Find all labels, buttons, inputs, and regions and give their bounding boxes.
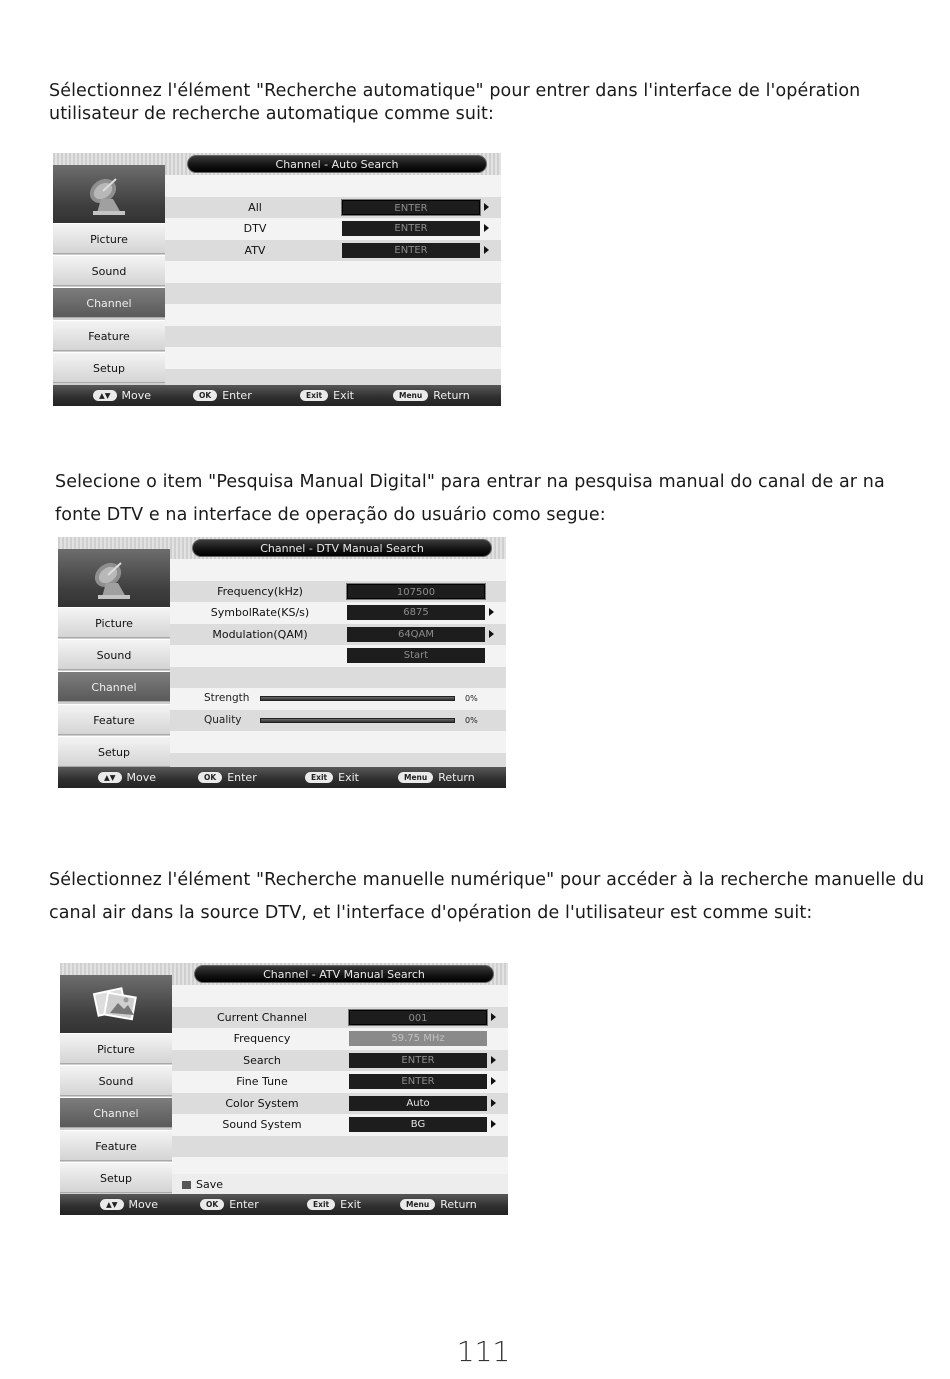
quality-percent: 0%: [465, 715, 478, 725]
hint-enter: OK Enter: [198, 767, 257, 788]
up-down-key-icon: ▲▼: [98, 772, 122, 783]
menu-key-icon: Menu: [398, 772, 433, 783]
ok-key-icon: OK: [198, 772, 222, 783]
row-value[interactable]: 001: [349, 1010, 487, 1025]
sidebar-item-channel[interactable]: Channel: [53, 287, 165, 318]
hint-move: ▲▼ Move: [93, 385, 151, 406]
sidebar-item-setup[interactable]: Setup: [53, 352, 165, 383]
hint-return: Menu Return: [398, 767, 475, 788]
sidebar-item-picture[interactable]: Picture: [60, 1033, 172, 1064]
menu-footer-hints: [53, 385, 501, 406]
exit-key-icon: Exit: [305, 772, 333, 783]
hint-move: ▲▼ Move: [100, 1194, 158, 1215]
menu-row[interactable]: [170, 602, 506, 624]
sidebar-item-feature[interactable]: Feature: [58, 704, 170, 735]
up-down-key-icon: ▲▼: [93, 390, 117, 401]
row-label: Search: [243, 1053, 281, 1067]
page-number: 111: [456, 1335, 511, 1368]
save-key-icon: [182, 1181, 191, 1189]
photo-icon: [60, 975, 172, 1033]
row-value[interactable]: ENTER: [349, 1053, 487, 1068]
menu-key-icon: Menu: [393, 390, 428, 401]
menu-row[interactable]: [170, 624, 506, 646]
row-value[interactable]: 6875: [347, 605, 485, 620]
right-arrow-icon: [484, 224, 489, 232]
atv-manual-search-menu-screenshot: [60, 963, 508, 1215]
hint-exit: Exit Exit: [307, 1194, 361, 1215]
save-row[interactable]: [172, 1174, 508, 1194]
row-value[interactable]: Auto: [349, 1096, 487, 1111]
exit-key-icon: Exit: [307, 1199, 335, 1210]
quality-label: Quality: [204, 713, 242, 726]
sidebar-item-sound[interactable]: Sound: [58, 639, 170, 670]
row-label: Current Channel: [217, 1010, 307, 1024]
right-arrow-icon: [491, 1056, 496, 1064]
menu-row[interactable]: [172, 1114, 508, 1136]
intro-paragraph-auto-search: Sélectionnez l'élément "Recherche automatique" pour entrer dans l'interface de l'opération utilisateur de recherche automatique comme suit:: [49, 81, 861, 124]
row-label: ATV: [244, 243, 266, 257]
sidebar-item-setup[interactable]: Setup: [58, 736, 170, 767]
right-arrow-icon: [491, 1013, 496, 1021]
hint-move: ▲▼ Move: [98, 767, 156, 788]
menu-footer-hints: [58, 767, 506, 788]
hint-exit: Exit Exit: [300, 385, 354, 406]
sidebar-item-channel[interactable]: Channel: [58, 671, 170, 702]
quality-bar: [260, 718, 455, 723]
row-label: Modulation(QAM): [212, 627, 308, 641]
menu-sidebar: [58, 549, 170, 767]
strength-row: [170, 688, 506, 710]
menu-content: [172, 985, 508, 1194]
row-label: DTV: [243, 222, 267, 235]
menu-row[interactable]: [172, 1050, 508, 1072]
menu-content: [165, 175, 501, 385]
exit-key-icon: Exit: [300, 390, 328, 401]
right-arrow-icon: [489, 630, 494, 638]
row-label: Frequency(kHz): [217, 584, 303, 598]
menu-title: Channel - ATV Manual Search: [194, 965, 494, 983]
menu-row[interactable]: [170, 581, 506, 603]
right-arrow-icon: [484, 246, 489, 254]
row-label: SymbolRate(KS/s): [210, 606, 310, 619]
hint-return: Menu Return: [400, 1194, 477, 1215]
right-arrow-icon: [491, 1077, 496, 1085]
row-value[interactable]: ENTER: [342, 200, 480, 215]
menu-content: [170, 559, 506, 767]
sidebar-item-picture[interactable]: Picture: [58, 607, 170, 638]
hint-exit: Exit Exit: [305, 767, 359, 788]
right-arrow-icon: [489, 608, 494, 616]
menu-footer-hints: [60, 1194, 508, 1215]
menu-row[interactable]: [165, 197, 501, 219]
up-down-key-icon: ▲▼: [100, 1199, 124, 1210]
quality-row: [170, 710, 506, 732]
ok-key-icon: OK: [193, 390, 217, 401]
ok-key-icon: OK: [200, 1199, 224, 1210]
menu-key-icon: Menu: [400, 1199, 435, 1210]
row-value[interactable]: 59.75 MHz: [349, 1031, 487, 1046]
right-arrow-icon: [491, 1099, 496, 1107]
menu-row[interactable]: [172, 1093, 508, 1115]
hint-enter: OK Enter: [193, 385, 252, 406]
right-arrow-icon: [491, 1120, 496, 1128]
menu-sidebar: [60, 975, 172, 1194]
row-value[interactable]: ENTER: [342, 243, 480, 258]
sidebar-item-sound[interactable]: Sound: [53, 255, 165, 286]
row-label: All: [248, 200, 262, 214]
row-label: Sound System: [222, 1118, 302, 1131]
menu-row[interactable]: [165, 240, 501, 262]
row-value[interactable]: BG: [349, 1117, 487, 1132]
strength-bar: [260, 696, 455, 701]
row-value[interactable]: ENTER: [342, 221, 480, 236]
sidebar-item-setup[interactable]: Setup: [60, 1162, 172, 1193]
start-button[interactable]: Start: [347, 648, 485, 663]
sidebar-item-picture[interactable]: Picture: [53, 223, 165, 254]
save-label: Save: [196, 1178, 224, 1191]
intro-paragraph-atv-manual: Sélectionnez l'élément "Recherche manuelle numérique" pour accéder à la recherche manuelle du canal air dans la source DTV, et l'interface d'opération de l'utilisateur est comme suit:: [49, 870, 925, 923]
menu-row[interactable]: [170, 645, 506, 667]
intro-paragraph-dtv-manual: Selecione o item "Pesquisa Manual Digital" para entrar na pesquisa manual do canal de ar na fonte DTV e na interface de operação do usuário como segue:: [55, 472, 885, 525]
menu-title: Channel - Auto Search: [187, 155, 487, 173]
menu-sidebar: [53, 165, 165, 385]
row-value[interactable]: ENTER: [349, 1074, 487, 1089]
row-value[interactable]: 64QAM: [347, 627, 485, 642]
sidebar-item-feature[interactable]: Feature: [60, 1130, 172, 1161]
hint-enter: OK Enter: [200, 1194, 259, 1215]
row-label: Fine Tune: [236, 1075, 288, 1088]
satellite-dish-icon: [53, 165, 165, 223]
sidebar-item-sound[interactable]: Sound: [60, 1065, 172, 1096]
row-label: Color System: [225, 1096, 299, 1110]
menu-row[interactable]: [172, 1028, 508, 1050]
sidebar-item-feature[interactable]: Feature: [53, 320, 165, 351]
strength-percent: 0%: [465, 694, 478, 703]
sidebar-item-channel[interactable]: Channel: [60, 1097, 172, 1128]
right-arrow-icon: [484, 203, 489, 211]
dtv-manual-search-menu-screenshot: [58, 537, 506, 788]
auto-search-menu-screenshot: [53, 153, 501, 406]
menu-title: Channel - DTV Manual Search: [192, 539, 492, 557]
strength-label: Strength: [204, 692, 250, 704]
row-value[interactable]: 107500: [347, 584, 485, 599]
menu-row[interactable]: [165, 218, 501, 240]
satellite-dish-icon: [58, 549, 170, 607]
row-label: Frequency: [233, 1032, 291, 1045]
menu-row[interactable]: [172, 1071, 508, 1093]
hint-return: Menu Return: [393, 385, 470, 406]
menu-row[interactable]: [172, 1007, 508, 1029]
